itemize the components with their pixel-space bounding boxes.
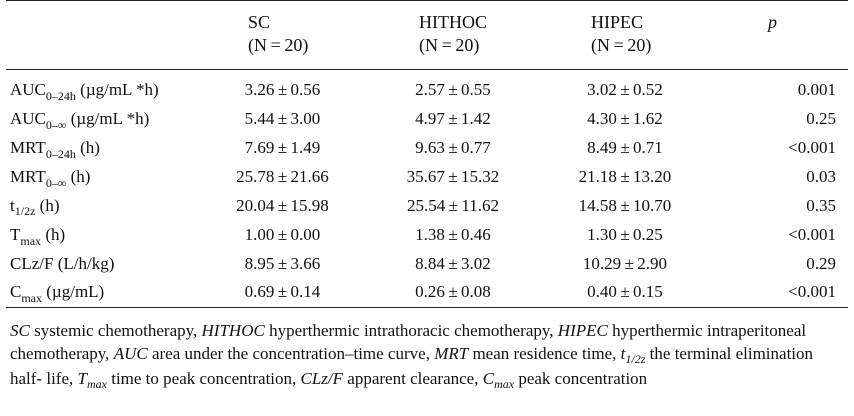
row-label: $MRT_{0-24h}$ (h) [10, 138, 100, 161]
header-p: p [768, 12, 777, 32]
table-row [0, 253, 854, 282]
cell-hipec: 14.58 ± 10.70 [578, 196, 672, 215]
cell-hipec: 10.29 ± 2.90 [582, 254, 668, 273]
cell-hipec: 3.02 ± 0.52 [587, 80, 663, 99]
table-footnote: SC systemic chemotherapy, HITHOC hyperthermic intrathoracic chemotherapy, HIPEC hyperthermic intraperitoneal chemotherapy, AUC area under the concentration–time curve, MRT mean residence time, $t_{1/2z}$ the terminal elimination half- life, $T_{max}$ time to peak concentration, CLz/F apparent clearance, $C_{max}$ peak concentration [10, 321, 814, 391]
cell-hipec: 1.30 ± 0.25 [587, 225, 663, 244]
table-row [0, 166, 854, 195]
cell-sc: 1.00 ± 0.00 [244, 225, 321, 244]
table-row [0, 195, 854, 224]
row-label: $T_{max}$ (h) [10, 225, 66, 248]
table-row [0, 137, 854, 166]
cell-hithoc: 25.54 ± 11.62 [406, 196, 499, 215]
header-sc-n: (N = 20) [248, 35, 309, 55]
cell-hipec: 4.30 ± 1.62 [587, 109, 663, 128]
cell-hithoc: 9.63 ± 0.77 [415, 138, 491, 157]
cell-hithoc: 2.57 ± 0.55 [415, 80, 491, 99]
header-hithoc-n: (N = 20) [419, 35, 480, 55]
row-label: $C_{max}$ (µg/mL) [10, 282, 105, 305]
cell-hipec: 0.40 ± 0.15 [587, 282, 663, 301]
bottom-rule [6, 307, 848, 308]
cell-p: 0.29 [806, 254, 836, 273]
cell-sc: 8.95 ± 3.66 [244, 254, 321, 273]
cell-sc: 0.69 ± 0.14 [244, 282, 321, 301]
cell-hithoc: 0.26 ± 0.08 [415, 282, 491, 301]
cell-p: <0.001 [788, 282, 836, 301]
header-rule [6, 69, 848, 70]
cell-sc: 20.04 ± 15.98 [236, 196, 329, 215]
cell-sc: 7.69 ± 1.49 [244, 138, 321, 157]
cell-hithoc: 35.67 ± 15.32 [406, 167, 500, 186]
table-row [0, 108, 854, 137]
row-label: $MRT_{0-\infty}$ (h) [10, 167, 91, 190]
cell-hithoc: 8.84 ± 3.02 [415, 254, 491, 273]
cell-p: 0.35 [806, 196, 836, 215]
header-hithoc-name: HITHOC [419, 12, 487, 32]
row-label: $t_{1/2z}$ (h) [10, 196, 60, 218]
cell-p: 0.001 [797, 80, 836, 99]
header-hipec-name: HIPEC [591, 12, 644, 32]
cell-sc: 25.78 ± 21.66 [236, 167, 329, 186]
cell-hithoc: 1.38 ± 0.46 [415, 225, 491, 244]
header-sc-name: SC [248, 12, 271, 32]
row-label: CLz/F (L/h/kg) [10, 254, 115, 273]
header-hipec [591, 11, 651, 57]
row-label: $AUC_{0-24h}$ (µg/mL *h) [10, 80, 159, 103]
top-rule [6, 0, 848, 1]
table-row [0, 79, 854, 108]
cell-hipec: 8.49 ± 0.71 [587, 138, 663, 157]
row-label: $AUC_{0-\infty}$ (µg/mL *h) [10, 109, 150, 132]
cell-sc: 5.44 ± 3.00 [244, 109, 321, 128]
cell-p: 0.03 [806, 167, 836, 186]
header-hipec-n: (N = 20) [591, 35, 652, 55]
cell-hipec: 21.18 ± 13.20 [578, 167, 672, 186]
cell-p: <0.001 [788, 138, 836, 157]
header-hithoc [419, 11, 487, 57]
cell-sc: 3.26 ± 0.56 [244, 80, 321, 99]
cell-hithoc: 4.97 ± 1.42 [415, 109, 491, 128]
cell-p: <0.001 [788, 225, 836, 244]
table-row [0, 224, 854, 253]
cell-p: 0.25 [806, 109, 836, 128]
table-row [0, 281, 854, 310]
header-sc [248, 11, 308, 57]
